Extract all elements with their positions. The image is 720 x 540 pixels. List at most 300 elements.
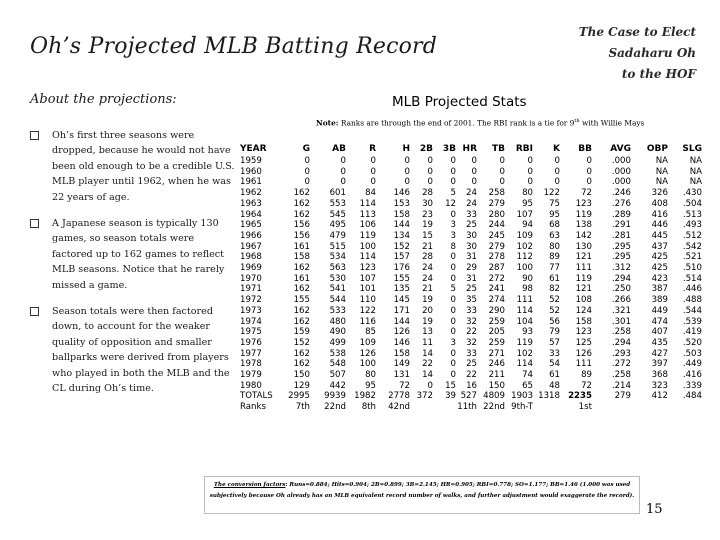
table-cell: 33 [466, 348, 477, 359]
note-label: Note: [316, 118, 339, 128]
table-cell: 449 [651, 305, 668, 316]
totals-row [236, 391, 702, 402]
table-cell: 24 [466, 198, 477, 209]
table-cell: 85 [365, 327, 376, 338]
table-cell: 158 [393, 348, 410, 359]
table-cell: 42nd [388, 402, 410, 413]
table-cell: 0 [450, 370, 456, 381]
column-header: YEAR [240, 144, 267, 155]
table-cell: 39 [445, 391, 456, 402]
table-cell: 0 [450, 209, 456, 220]
column-header: G [302, 144, 310, 155]
table-cell: .521 [682, 252, 702, 263]
table-cell: 125 [575, 337, 592, 348]
table-row [236, 274, 702, 285]
table-row [236, 156, 702, 167]
footnote-box [204, 476, 640, 514]
table-cell: 0 [370, 166, 376, 177]
table-cell: 601 [329, 188, 346, 199]
table-cell: 1982 [354, 391, 376, 402]
table-cell: .416 [682, 370, 702, 381]
table-cell: 0 [527, 166, 533, 177]
table-cell: 14 [422, 370, 433, 381]
ranks-note [316, 118, 644, 127]
table-cell: 0 [586, 166, 592, 177]
table-cell: 156 [293, 230, 310, 241]
table-cell: .295 [611, 241, 631, 252]
table-cell: 372 [416, 391, 433, 402]
table-cell: 145 [393, 295, 410, 306]
table-cell: NA [655, 166, 668, 177]
table-cell: .513 [682, 209, 702, 220]
table-cell: 0 [554, 166, 560, 177]
table-cell: 442 [329, 380, 346, 391]
table-cell: 90 [522, 273, 533, 284]
table-cell: 258 [488, 188, 505, 199]
table-cell: 0 [499, 177, 505, 188]
table-cell: 12 [445, 198, 456, 209]
table-cell: 89 [581, 370, 592, 381]
table-cell: 30 [422, 198, 433, 209]
table-cell: 211 [488, 370, 505, 381]
table-cell: .542 [682, 241, 702, 252]
bullet-item [30, 216, 235, 293]
table-cell: 122 [543, 188, 560, 199]
table-cell: 0 [450, 359, 456, 370]
table-cell: 61 [549, 273, 560, 284]
series-title-line-3: to the HOF [621, 67, 696, 81]
table-cell: 22 [466, 327, 477, 338]
table-cell: 1976 [240, 337, 262, 348]
bullet-item [30, 304, 235, 396]
table-cell [533, 402, 560, 413]
table-cell: 246 [488, 359, 505, 370]
table-cell: .419 [682, 327, 702, 338]
table-cell: .000 [611, 166, 631, 177]
table-cell: 563 [329, 263, 346, 274]
table-cell: 205 [488, 327, 505, 338]
table-cell: 1964 [240, 209, 262, 220]
table-cell: 95 [522, 198, 533, 209]
table-cell: 545 [329, 209, 346, 220]
table-cell: 25 [466, 220, 477, 231]
table-cell: 150 [293, 370, 310, 381]
table-cell: 32 [466, 337, 477, 348]
table-cell: 553 [329, 198, 346, 209]
table-cell: 162 [293, 263, 310, 274]
note-text-a: Ranks are through the end of 2001. The RBI rank is a tie for 9 [338, 118, 575, 128]
table-cell: 0 [450, 273, 456, 284]
table-cell: 5 [450, 284, 456, 295]
table-cell: .446 [682, 284, 702, 295]
table-cell: 162 [293, 198, 310, 209]
table-cell: .272 [611, 359, 631, 370]
table-cell: 474 [651, 316, 668, 327]
table-cell: 425 [651, 252, 668, 263]
table-cell: 155 [393, 273, 410, 284]
table-cell: .294 [611, 273, 631, 284]
table-cell: 407 [651, 327, 668, 338]
table-cell: 146 [393, 337, 410, 348]
table-cell: 533 [329, 305, 346, 316]
table-cell: 109 [359, 337, 376, 348]
bullet-item [30, 128, 235, 205]
table-cell: 24 [422, 263, 433, 274]
table-cell: 144 [393, 220, 410, 231]
table-cell: 530 [329, 273, 346, 284]
table-cell: 0 [427, 177, 433, 188]
table-cell: 544 [329, 295, 346, 306]
table-cell: 5 [450, 188, 456, 199]
table-cell: 89 [549, 252, 560, 263]
table-cell: 161 [293, 273, 310, 284]
table-cell: .493 [682, 220, 702, 231]
table-cell: 33 [549, 348, 560, 359]
table-cell: 150 [488, 380, 505, 391]
table-cell: 28 [422, 252, 433, 263]
table-cell: 114 [359, 252, 376, 263]
table-cell: 146 [393, 188, 410, 199]
table-cell: 126 [359, 348, 376, 359]
table-cell: 1962 [240, 188, 262, 199]
note-sup: th [574, 118, 580, 124]
column-header: TB [492, 144, 505, 155]
table-cell: 534 [329, 252, 346, 263]
table-cell: 259 [488, 337, 505, 348]
table-cell: 35 [466, 295, 477, 306]
table-cell: 122 [359, 305, 376, 316]
table-cell: 129 [293, 380, 310, 391]
table-row [236, 327, 702, 338]
table-cell: 19 [422, 295, 433, 306]
table-cell: 0 [450, 327, 456, 338]
table-cell: 22nd [324, 402, 346, 413]
table-cell: 107 [516, 209, 533, 220]
table-cell: 7th [295, 402, 310, 413]
table-cell: 162 [293, 359, 310, 370]
table-cell: 274 [488, 295, 505, 306]
table-cell: 1978 [240, 359, 262, 370]
table-cell: .514 [682, 273, 702, 284]
table-cell: 100 [359, 241, 376, 252]
table-cell: 102 [516, 348, 533, 359]
series-title [579, 22, 696, 85]
about-heading: About the projections: [30, 92, 177, 107]
table-cell: 24 [422, 273, 433, 284]
table-cell: 11th [457, 402, 477, 413]
table-cell: 102 [516, 241, 533, 252]
slide-title: Oh’s Projected MLB Batting Record [30, 34, 438, 59]
table-cell: 3 [450, 337, 456, 348]
table-cell: 152 [393, 241, 410, 252]
table-cell: 126 [393, 327, 410, 338]
table-cell: 138 [575, 220, 592, 231]
table-cell: 119 [575, 273, 592, 284]
table-cell: .520 [682, 337, 702, 348]
table-row [236, 381, 702, 392]
table-cell: 149 [393, 359, 410, 370]
footnote-label: The conversion factors [213, 482, 286, 488]
table-cell: 280 [488, 209, 505, 220]
table-cell: 80 [522, 188, 533, 199]
table-cell: 0 [471, 166, 477, 177]
table-cell: 93 [522, 327, 533, 338]
table-cell: 33 [466, 209, 477, 220]
table-cell: 499 [329, 337, 346, 348]
table-cell: 0 [586, 177, 592, 188]
table-cell: 28 [422, 188, 433, 199]
table-cell: 1974 [240, 316, 262, 327]
table-cell: 21 [422, 241, 433, 252]
table-cell: 157 [393, 252, 410, 263]
table-cell: 30 [466, 230, 477, 241]
table-cell: 1959 [240, 156, 262, 166]
table-cell: 121 [575, 252, 592, 263]
table-cell: 9th-T [511, 402, 533, 413]
table-cell: Ranks [240, 402, 266, 413]
table-cell: 0 [450, 305, 456, 316]
table-cell: 152 [293, 337, 310, 348]
bullet-box-icon [30, 131, 39, 140]
table-cell: 0 [471, 177, 477, 188]
column-header: AVG [610, 144, 631, 155]
table-cell [433, 402, 456, 413]
table-cell: 109 [516, 230, 533, 241]
table-cell: 0 [450, 177, 456, 188]
stats-title: MLB Projected Stats [392, 94, 527, 110]
table-cell: 527 [460, 391, 477, 402]
table-cell: 427 [651, 348, 668, 359]
table-cell: 32 [466, 316, 477, 327]
table-cell: 144 [393, 316, 410, 327]
table-cell: 1st [578, 402, 592, 413]
table-cell: 23 [422, 209, 433, 220]
table-cell: 114 [359, 198, 376, 209]
table-cell: 8 [450, 241, 456, 252]
ranks-row [236, 402, 702, 413]
table-cell: 1975 [240, 327, 262, 338]
table-cell: 114 [516, 305, 533, 316]
table-cell: 111 [575, 263, 592, 274]
table-cell: 162 [293, 316, 310, 327]
column-header: BB [578, 144, 592, 155]
table-cell: 11 [422, 337, 433, 348]
table-cell: 0 [427, 166, 433, 177]
table-cell: 2235 [568, 391, 592, 402]
table-cell: 245 [488, 230, 505, 241]
note-text-b: with Willie Mays [579, 118, 645, 128]
table-cell: 104 [516, 316, 533, 327]
table-cell: 131 [393, 370, 410, 381]
column-header: SLG [682, 144, 702, 155]
table-cell: 33 [466, 305, 477, 316]
table-cell: 0 [499, 166, 505, 177]
table-cell: 75 [549, 198, 560, 209]
table-cell: .544 [682, 305, 702, 316]
table-cell: 515 [329, 241, 346, 252]
table-cell: 0 [340, 166, 346, 177]
table-cell: 162 [293, 348, 310, 359]
table-cell: 108 [575, 295, 592, 306]
table-cell: 153 [393, 198, 410, 209]
table-cell: 0 [450, 252, 456, 263]
table-cell: 22 [466, 370, 477, 381]
table-cell: 1960 [240, 166, 262, 177]
column-header: AB [332, 144, 346, 155]
table-cell: .430 [682, 188, 702, 199]
table-cell: .246 [611, 188, 631, 199]
table-cell: 63 [549, 230, 560, 241]
table-cell: .214 [611, 380, 631, 391]
table-cell: 1963 [240, 198, 262, 209]
table-cell: 19 [422, 316, 433, 327]
table-cell: 123 [359, 263, 376, 274]
table-cell: .484 [682, 391, 702, 402]
table-cell: .321 [611, 305, 631, 316]
table-cell [668, 402, 702, 413]
table-cell: 158 [293, 252, 310, 263]
table-cell: .000 [611, 156, 631, 166]
table-cell: .539 [682, 316, 702, 327]
table-cell: 0 [450, 348, 456, 359]
table-cell: 397 [651, 359, 668, 370]
table-cell: 112 [516, 252, 533, 263]
table-cell: 0 [527, 177, 533, 188]
table-cell: 425 [651, 263, 668, 274]
table-cell: 8th [361, 402, 376, 413]
table-cell: 123 [575, 327, 592, 338]
table-cell: .291 [611, 220, 631, 231]
table-row [236, 199, 702, 210]
column-header: K [553, 144, 560, 155]
header-row [236, 143, 702, 156]
table-cell: 74 [522, 370, 533, 381]
table-cell: 507 [329, 370, 346, 381]
table-cell: 77 [549, 263, 560, 274]
table-cell: 25 [466, 284, 477, 295]
table-cell: 287 [488, 263, 505, 274]
table-cell: 24 [466, 188, 477, 199]
table-cell: 495 [329, 220, 346, 231]
table-cell: .000 [611, 177, 631, 188]
table-cell: 158 [393, 209, 410, 220]
table-cell: 162 [293, 305, 310, 316]
table-cell: 113 [359, 209, 376, 220]
table-cell: 0 [340, 156, 346, 166]
table-cell: 68 [549, 220, 560, 231]
table-cell: .294 [611, 337, 631, 348]
table-cell: 548 [329, 359, 346, 370]
table-cell: 259 [488, 316, 505, 327]
table-cell: 0 [471, 156, 477, 166]
table-cell: 3 [450, 230, 456, 241]
table-cell: 0 [370, 177, 376, 188]
table-cell: 124 [575, 305, 592, 316]
table-cell: 437 [651, 241, 668, 252]
table-cell: .281 [611, 230, 631, 241]
table-cell: 22nd [483, 402, 505, 413]
table-row [236, 231, 702, 242]
table-cell: .504 [682, 198, 702, 209]
table-row [236, 188, 702, 199]
bullet-box-icon [30, 219, 39, 228]
table-cell: 29 [466, 263, 477, 274]
table-cell: .293 [611, 348, 631, 359]
table-cell: .258 [611, 370, 631, 381]
table-row [236, 210, 702, 221]
table-cell: 0 [450, 166, 456, 177]
table-cell: 0 [499, 156, 505, 166]
table-cell: 2995 [288, 391, 310, 402]
table-cell: 57 [549, 337, 560, 348]
table-cell: 480 [329, 316, 346, 327]
table-cell: 52 [549, 295, 560, 306]
table-cell: 1967 [240, 241, 262, 252]
table-cell: 134 [393, 230, 410, 241]
table-cell: .503 [682, 348, 702, 359]
table-cell: 9939 [324, 391, 346, 402]
table-cell: 1966 [240, 230, 262, 241]
table-cell: .301 [611, 316, 631, 327]
table-cell: 541 [329, 284, 346, 295]
table-cell: 130 [575, 241, 592, 252]
table-row [236, 338, 702, 349]
table-cell: 111 [516, 295, 533, 306]
table-cell: 30 [466, 241, 477, 252]
table-cell: 4809 [483, 391, 505, 402]
table-cell: 119 [359, 230, 376, 241]
table-cell: 0 [450, 295, 456, 306]
table-cell: 2778 [388, 391, 410, 402]
column-header: 2B [419, 144, 433, 155]
bullet-list [30, 128, 235, 408]
table-cell: 0 [304, 156, 310, 166]
table-cell: 162 [293, 209, 310, 220]
table-cell: 0 [304, 166, 310, 177]
table-row [236, 252, 702, 263]
table-cell: 1970 [240, 273, 262, 284]
table-cell: 101 [359, 284, 376, 295]
table-cell: 1971 [240, 284, 262, 295]
table-cell: 1903 [511, 391, 533, 402]
table-cell: 1969 [240, 263, 262, 274]
column-header: 3B [442, 144, 456, 155]
table-cell: 119 [575, 209, 592, 220]
table-cell: 31 [466, 252, 477, 263]
table-cell: .266 [611, 295, 631, 306]
table-cell: 408 [651, 198, 668, 209]
table-cell [631, 402, 668, 413]
table-cell: 0 [586, 156, 592, 166]
table-cell: 1318 [538, 391, 560, 402]
table-cell: 161 [293, 241, 310, 252]
table-cell: 119 [516, 337, 533, 348]
table-cell: 389 [651, 295, 668, 306]
page-number: 15 [646, 502, 663, 517]
table-cell: 72 [399, 380, 410, 391]
table-row [236, 220, 702, 231]
table-cell: 412 [651, 391, 668, 402]
table-cell: 20 [422, 305, 433, 316]
table-cell: 0 [404, 156, 410, 166]
table-cell: 446 [651, 220, 668, 231]
table-cell: 135 [393, 284, 410, 295]
table-cell: 1973 [240, 305, 262, 316]
table-cell: 158 [575, 316, 592, 327]
table-cell: 323 [651, 380, 668, 391]
table-cell: .488 [682, 295, 702, 306]
footnote-text: : Runs=0.884; Hits=0.904; 2B=0.899; 3B=2.145; HR=0.905; RBI=0.778; SO=1.177; BB=1.46 (1.000 was used subjectively because Oh already has an MLB equivalent record number of walks, and further adjustment would exaggerate the record). [209, 482, 635, 499]
